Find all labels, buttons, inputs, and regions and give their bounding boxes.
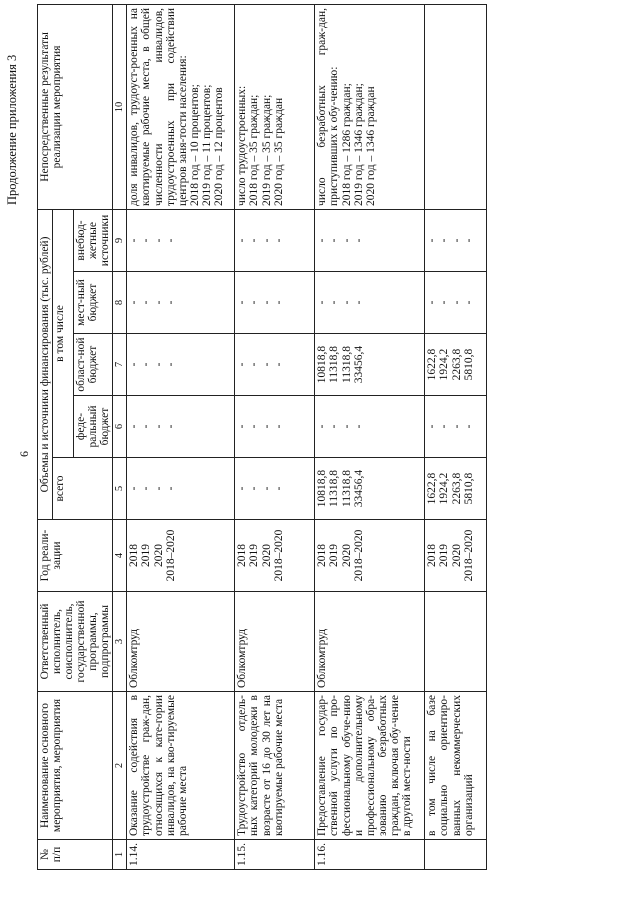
responsible-executor xyxy=(425,592,487,692)
row-number: 1.15. xyxy=(235,840,315,870)
local-cell xyxy=(315,272,425,334)
extrabudget-cell xyxy=(127,209,235,271)
total-value: - xyxy=(128,486,141,491)
year-value: 2020 xyxy=(152,544,165,567)
table-row xyxy=(425,4,487,869)
header-total: всего xyxy=(53,458,113,520)
header-including: в том числе xyxy=(53,209,74,457)
local-value: - xyxy=(152,300,165,305)
result-cell xyxy=(235,4,315,209)
table-row xyxy=(315,4,425,869)
extrabudget-value: - xyxy=(272,238,285,243)
regional-value: - xyxy=(272,362,285,367)
extrabudget-value: - xyxy=(328,238,341,243)
years-cell xyxy=(127,520,235,592)
local-value: - xyxy=(164,300,177,305)
row-number xyxy=(425,840,487,870)
table-row xyxy=(235,4,315,869)
header-extrabudget: внебюд-жетные источники xyxy=(74,209,113,271)
local-cell xyxy=(127,272,235,334)
years-cell xyxy=(315,520,425,592)
total-value: 11318,8 xyxy=(328,470,341,507)
local-cell xyxy=(235,272,315,334)
federal-value: - xyxy=(426,424,439,429)
result-cell xyxy=(127,4,235,209)
extrabudget-value: - xyxy=(128,238,141,243)
federal-value: - xyxy=(272,424,285,429)
header-local: мест-ный бюджет xyxy=(74,272,113,334)
extrabudget-cell xyxy=(235,209,315,271)
regional-cell xyxy=(235,334,315,396)
result-line: 2018 год – 1286 граждан; xyxy=(340,83,353,206)
year-value: 2020 xyxy=(260,544,273,567)
result-line: 2019 год – 11 процентов; xyxy=(200,84,213,206)
regional-cell xyxy=(127,334,235,396)
regional-value: - xyxy=(164,362,177,367)
federal-value: - xyxy=(140,424,153,429)
measure-name: Трудоустройство отдель-ных категорий молодежи в возрасте от 16 до 30 лет на квотируемые рабочие места xyxy=(235,692,315,840)
result-line: 2018 год – 35 граждан; xyxy=(248,94,261,206)
regional-value: 5810,8 xyxy=(462,348,475,381)
extrabudget-value: - xyxy=(450,238,463,243)
extrabudget-value: - xyxy=(426,238,439,243)
federal-cell xyxy=(315,396,425,458)
extrabudget-value: - xyxy=(438,238,451,243)
local-value: - xyxy=(426,300,439,305)
column-number: 1 xyxy=(113,840,127,870)
year-value: 2018 xyxy=(316,544,329,567)
extrabudget-value: - xyxy=(260,238,273,243)
regional-value: 10818,8 xyxy=(316,345,329,384)
federal-cell xyxy=(127,396,235,458)
regional-value: - xyxy=(152,362,165,367)
measure-name: Оказание содействия в трудоустройстве граж-дан, относящихся к кате-гории инвалидов, на кво-тируемые рабочие места xyxy=(127,692,235,840)
federal-value: - xyxy=(152,424,165,429)
regional-value: - xyxy=(140,362,153,367)
result-cell xyxy=(425,4,487,209)
regional-cell xyxy=(315,334,425,396)
federal-value: - xyxy=(260,424,273,429)
local-value: - xyxy=(248,300,261,305)
column-number: 8 xyxy=(113,272,127,334)
column-number: 2 xyxy=(113,692,127,840)
column-number: 3 xyxy=(113,592,127,692)
total-value: - xyxy=(272,486,285,491)
federal-value: - xyxy=(316,424,329,429)
total-value: 11318,8 xyxy=(340,470,353,507)
total-value: 5810,8 xyxy=(462,472,475,505)
total-value: - xyxy=(152,486,165,491)
header-results: Непосредственные результаты реализации мероприятия xyxy=(38,4,113,209)
result-line: 2019 год – 1346 граждан; xyxy=(352,83,365,206)
extrabudget-value: - xyxy=(236,238,249,243)
federal-cell xyxy=(425,396,487,458)
total-cell xyxy=(425,458,487,520)
extrabudget-value: - xyxy=(140,238,153,243)
total-value: - xyxy=(140,486,153,491)
year-value: 2019 xyxy=(438,544,451,567)
extrabudget-value: - xyxy=(462,238,475,243)
total-value: 1622,8 xyxy=(426,472,439,505)
federal-value: - xyxy=(236,424,249,429)
year-value: 2020 xyxy=(450,544,463,567)
result-line: 2019 год – 35 граждан; xyxy=(260,94,273,206)
regional-value: - xyxy=(236,362,249,367)
federal-value: - xyxy=(462,424,475,429)
local-value: - xyxy=(352,300,365,305)
regional-value: 1622,8 xyxy=(426,348,439,381)
column-number: 6 xyxy=(113,396,127,458)
row-number: 1.16. xyxy=(315,840,425,870)
regional-value: 11318,8 xyxy=(340,346,353,383)
header-no: № п/п xyxy=(38,840,113,870)
funding-table xyxy=(37,4,487,870)
local-value: - xyxy=(128,300,141,305)
local-value: - xyxy=(316,300,329,305)
extrabudget-value: - xyxy=(352,238,365,243)
extrabudget-cell xyxy=(425,209,487,271)
row-number: 1.14. xyxy=(127,840,235,870)
responsible-executor: Облкомтруд xyxy=(235,592,315,692)
column-number: 4 xyxy=(113,520,127,592)
regional-cell xyxy=(425,334,487,396)
regional-value: 33456,4 xyxy=(352,345,365,384)
year-value: 2018–2020 xyxy=(164,529,177,582)
extrabudget-value: - xyxy=(248,238,261,243)
result-line: 2020 год – 35 граждан xyxy=(272,97,285,206)
extrabudget-cell xyxy=(315,209,425,271)
year-value: 2018–2020 xyxy=(352,529,365,582)
total-value: - xyxy=(248,486,261,491)
total-value: - xyxy=(236,486,249,491)
local-value: - xyxy=(236,300,249,305)
total-value: 2263,8 xyxy=(450,472,463,505)
federal-value: - xyxy=(352,424,365,429)
appendix-continuation-note: Продолжение приложения 3 xyxy=(5,54,19,205)
header-responsible: Ответственный исполнитель, соисполнитель, государственной программы, подпрограммы xyxy=(38,592,113,692)
responsible-executor: Облкомтруд xyxy=(127,592,235,692)
federal-cell xyxy=(235,396,315,458)
column-number: 9 xyxy=(113,209,127,271)
regional-value: - xyxy=(260,362,273,367)
regional-value: - xyxy=(248,362,261,367)
result-text: доля инвалидов, трудоуст-роенных на квотируемые рабочие места, в общей численности инвалидов, трудоустроенных при содействии центров заня-тости населения: xyxy=(128,7,189,206)
local-value: - xyxy=(328,300,341,305)
federal-value: - xyxy=(450,424,463,429)
total-value: - xyxy=(260,486,273,491)
total-cell xyxy=(315,458,425,520)
header-funding: Объемы и источники финансирования (тыс. рублей) xyxy=(38,209,53,519)
federal-value: - xyxy=(438,424,451,429)
years-cell xyxy=(235,520,315,592)
total-value: 1924,2 xyxy=(438,472,451,505)
regional-value: 11318,8 xyxy=(328,346,341,383)
total-value: - xyxy=(164,486,177,491)
federal-value: - xyxy=(328,424,341,429)
column-number: 7 xyxy=(113,334,127,396)
header-federal: феде-ральный бюджет xyxy=(74,396,113,458)
result-text: число безработных граж-дан, приступивших к обу-чению: xyxy=(316,7,341,206)
column-number: 10 xyxy=(113,4,127,209)
local-value: - xyxy=(340,300,353,305)
regional-value: - xyxy=(128,362,141,367)
year-value: 2018 xyxy=(236,544,249,567)
federal-value: - xyxy=(340,424,353,429)
header-regional: област-ной бюджет xyxy=(74,334,113,396)
result-line: 2020 год – 12 процентов xyxy=(212,87,225,206)
total-value: 33456,4 xyxy=(352,469,365,508)
year-value: 2018 xyxy=(128,544,141,567)
regional-value: 1924,2 xyxy=(438,348,451,381)
page-number: 6 xyxy=(17,451,31,457)
local-value: - xyxy=(450,300,463,305)
year-value: 2018 xyxy=(426,544,439,567)
column-number: 5 xyxy=(113,458,127,520)
federal-value: - xyxy=(248,424,261,429)
federal-value: - xyxy=(128,424,141,429)
federal-value: - xyxy=(164,424,177,429)
result-line: 2018 год – 10 процентов; xyxy=(188,84,201,206)
result-text: число трудоустроенных: xyxy=(236,85,249,206)
header-name: Наименование основного мероприятия, мероприятия xyxy=(38,692,113,840)
year-value: 2018–2020 xyxy=(272,529,285,582)
measure-name: Предоставление государ-ственной услуги по про-фессиональному обуче-нию и дополнительному профессиональному обра-зованию безработных граждан, включая обу-чение в другой мест-ности xyxy=(315,692,425,840)
local-value: - xyxy=(260,300,273,305)
local-value: - xyxy=(140,300,153,305)
year-value: 2019 xyxy=(140,544,153,567)
years-cell xyxy=(425,520,487,592)
total-value: 10818,8 xyxy=(316,469,329,508)
year-value: 2019 xyxy=(328,544,341,567)
total-cell xyxy=(127,458,235,520)
measure-name: в том числе на базе социально ориентиро-ванных некоммерческих организаций xyxy=(425,692,487,840)
header-year: Год реали-зации xyxy=(38,520,113,592)
local-cell xyxy=(425,272,487,334)
local-value: - xyxy=(272,300,285,305)
result-line: 2020 год – 1346 граждан xyxy=(364,86,377,206)
extrabudget-value: - xyxy=(152,238,165,243)
column-number-row xyxy=(113,4,127,869)
regional-value: 2263,8 xyxy=(450,348,463,381)
local-value: - xyxy=(438,300,451,305)
responsible-executor: Облкомтруд xyxy=(315,592,425,692)
extrabudget-value: - xyxy=(164,238,177,243)
local-value: - xyxy=(462,300,475,305)
year-value: 2018–2020 xyxy=(462,529,475,582)
year-value: 2019 xyxy=(248,544,261,567)
extrabudget-value: - xyxy=(316,238,329,243)
total-cell xyxy=(235,458,315,520)
table-header xyxy=(38,4,127,869)
table-row xyxy=(127,4,235,869)
year-value: 2020 xyxy=(340,544,353,567)
result-cell xyxy=(315,4,425,209)
extrabudget-value: - xyxy=(340,238,353,243)
